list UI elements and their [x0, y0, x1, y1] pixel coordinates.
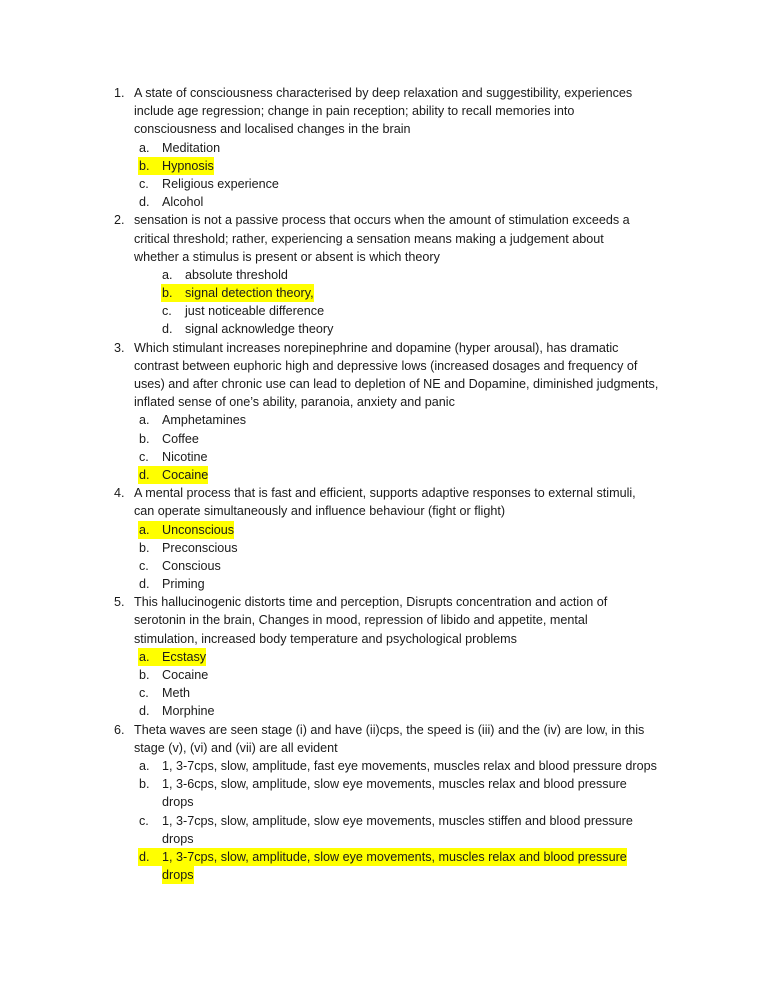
option-letter: b. — [161, 284, 187, 302]
option-text: Preconscious — [162, 540, 238, 555]
option-letter: c. — [139, 449, 149, 464]
option-text: 1, 3-7cps, slow, amplitude, slow eye movements, muscles relax and blood pressure — [162, 848, 627, 866]
question-text-line: stage (v), (vi) and (vii) are all evident — [134, 740, 338, 755]
option-text: Priming — [162, 577, 205, 592]
option-letter: c. — [139, 686, 149, 701]
option-letter: b. — [138, 157, 164, 175]
question-text-line: contrast between euphoric high and depressive lows (increased dosages and frequency of — [134, 358, 638, 373]
question-text-line: stimulation, increased body temperature and psychological problems — [134, 631, 517, 646]
option-text: Religious experience — [162, 176, 279, 191]
option-text: Morphine — [162, 704, 215, 719]
option-text: 1, 3-6cps, slow, amplitude, slow eye movements, muscles relax and blood pressure — [162, 777, 627, 792]
option-a — [0, 757, 768, 775]
option-letter: a. — [138, 521, 164, 539]
option-text: drops — [162, 795, 194, 810]
option-c — [0, 684, 768, 702]
option-b-correct-highlighted — [0, 157, 768, 175]
option-d-continued-highlighted — [0, 866, 768, 884]
option-text: drops — [162, 831, 194, 846]
question-number: 5. — [114, 595, 125, 610]
option-a — [0, 139, 768, 157]
option-letter: a. — [139, 140, 150, 155]
option-d — [0, 575, 768, 593]
option-a — [0, 266, 768, 284]
question-text-line: inflated sense of one’s ability, paranoia, anxiety and panic — [134, 395, 455, 410]
option-text: Cocaine — [162, 668, 209, 682]
option-b — [0, 539, 768, 557]
question-number: 6. — [114, 722, 125, 737]
option-letter: b. — [139, 431, 150, 446]
question-text-line: A state of consciousness characterised by deep relaxation and suggestibility, experiences — [134, 86, 633, 100]
option-letter: d. — [138, 848, 164, 866]
option-text: Ecstasy — [162, 648, 206, 666]
question-text-line: This hallucinogenic distorts time and perception, Disrupts concentration and action of — [134, 595, 608, 610]
option-text: Alcohol — [162, 195, 204, 210]
option-letter: a. — [162, 267, 173, 282]
option-text: Meditation — [162, 140, 221, 155]
option-letter: c. — [139, 813, 149, 828]
option-d-correct-highlighted — [0, 848, 768, 866]
option-letter: a. — [138, 648, 164, 666]
question-1 — [0, 84, 768, 211]
question-4 — [0, 484, 768, 593]
option-text: Meth — [162, 686, 190, 701]
question-text-line: A mental process that is fast and efficient, supports adaptive responses to external stimuli, — [134, 486, 636, 501]
option-text: just noticeable difference — [185, 304, 325, 319]
question-text-line: consciousness and localised changes in the brain — [134, 122, 411, 137]
question-5 — [0, 593, 768, 720]
option-c-continued — [0, 830, 768, 848]
option-text: 1, 3-7cps, slow, amplitude, slow eye movements, muscles stiffen and blood pressure — [162, 813, 633, 828]
option-text: Hypnosis — [162, 157, 214, 175]
question-text-line: critical threshold; rather, experiencing a sensation means making a judgement about — [134, 231, 604, 246]
question-text-line: sensation is not a passive process that occurs when the amount of stimulation exceeds a — [134, 213, 630, 228]
question-number: 2. — [114, 213, 125, 228]
option-letter: a. — [139, 413, 150, 428]
question-text-line: include age regression; change in pain reception; ability to recall memories into — [134, 104, 575, 119]
option-b-correct-highlighted — [0, 284, 768, 302]
option-b — [0, 430, 768, 448]
option-c — [0, 302, 768, 320]
option-text: Amphetamines — [162, 413, 246, 428]
question-text-line: uses) and after chronic use can lead to depletion of NE and Dopamine, diminished judgments, — [134, 377, 659, 391]
question-2 — [0, 211, 768, 338]
option-letter: c. — [139, 558, 149, 573]
option-letter: c. — [162, 304, 172, 319]
option-letter: b. — [139, 668, 150, 682]
option-a-correct-highlighted — [0, 648, 768, 666]
option-letter: d. — [162, 322, 173, 337]
option-a-correct-highlighted — [0, 521, 768, 539]
option-text: drops — [162, 866, 194, 884]
question-6 — [0, 721, 768, 885]
question-text-line: can operate simultaneously and influence behaviour (fight or flight) — [134, 504, 506, 519]
option-letter: d. — [139, 704, 150, 719]
option-text: signal acknowledge theory — [185, 322, 334, 337]
option-letter: b. — [139, 540, 150, 555]
option-d — [0, 702, 768, 720]
option-b — [0, 666, 768, 684]
question-text-line: serotonin in the brain, Changes in mood, repression of libido and appetite, mental — [134, 613, 588, 628]
option-b — [0, 775, 768, 793]
option-text: Coffee — [162, 431, 199, 446]
question-text-line: Which stimulant increases norepinephrine and dopamine (hyper arousal), has dramatic — [134, 340, 619, 355]
option-text: Unconscious — [162, 521, 234, 539]
option-letter: b. — [139, 777, 150, 792]
option-letter: d. — [139, 195, 150, 210]
option-text: Conscious — [162, 558, 221, 573]
question-3 — [0, 339, 768, 485]
option-d — [0, 193, 768, 211]
question-number: 4. — [114, 486, 125, 501]
option-text: signal detection theory, — [185, 284, 314, 302]
question-text-line: whether a stimulus is present or absent is which theory — [134, 249, 440, 264]
option-a — [0, 411, 768, 429]
option-letter: c. — [139, 176, 149, 191]
option-letter: d. — [138, 466, 164, 484]
option-d — [0, 320, 768, 338]
question-number: 1. — [114, 86, 125, 100]
option-c — [0, 175, 768, 193]
option-c — [0, 812, 768, 830]
option-letter: a. — [139, 758, 150, 773]
document-page — [0, 84, 768, 884]
question-number: 3. — [114, 340, 125, 355]
option-text: 1, 3-7cps, slow, amplitude, fast eye movements, muscles relax and blood pressure drops — [162, 758, 657, 773]
question-text-line: Theta waves are seen stage (i) and have (ii)cps, the speed is (iii) and the (iv) are low, in this — [134, 722, 645, 737]
option-c — [0, 557, 768, 575]
option-c — [0, 448, 768, 466]
option-text: absolute threshold — [185, 267, 288, 282]
option-d-correct-highlighted — [0, 466, 768, 484]
option-text: Nicotine — [162, 449, 208, 464]
option-text: Cocaine — [162, 466, 208, 484]
option-letter: d. — [139, 577, 150, 592]
option-b-continued — [0, 793, 768, 811]
